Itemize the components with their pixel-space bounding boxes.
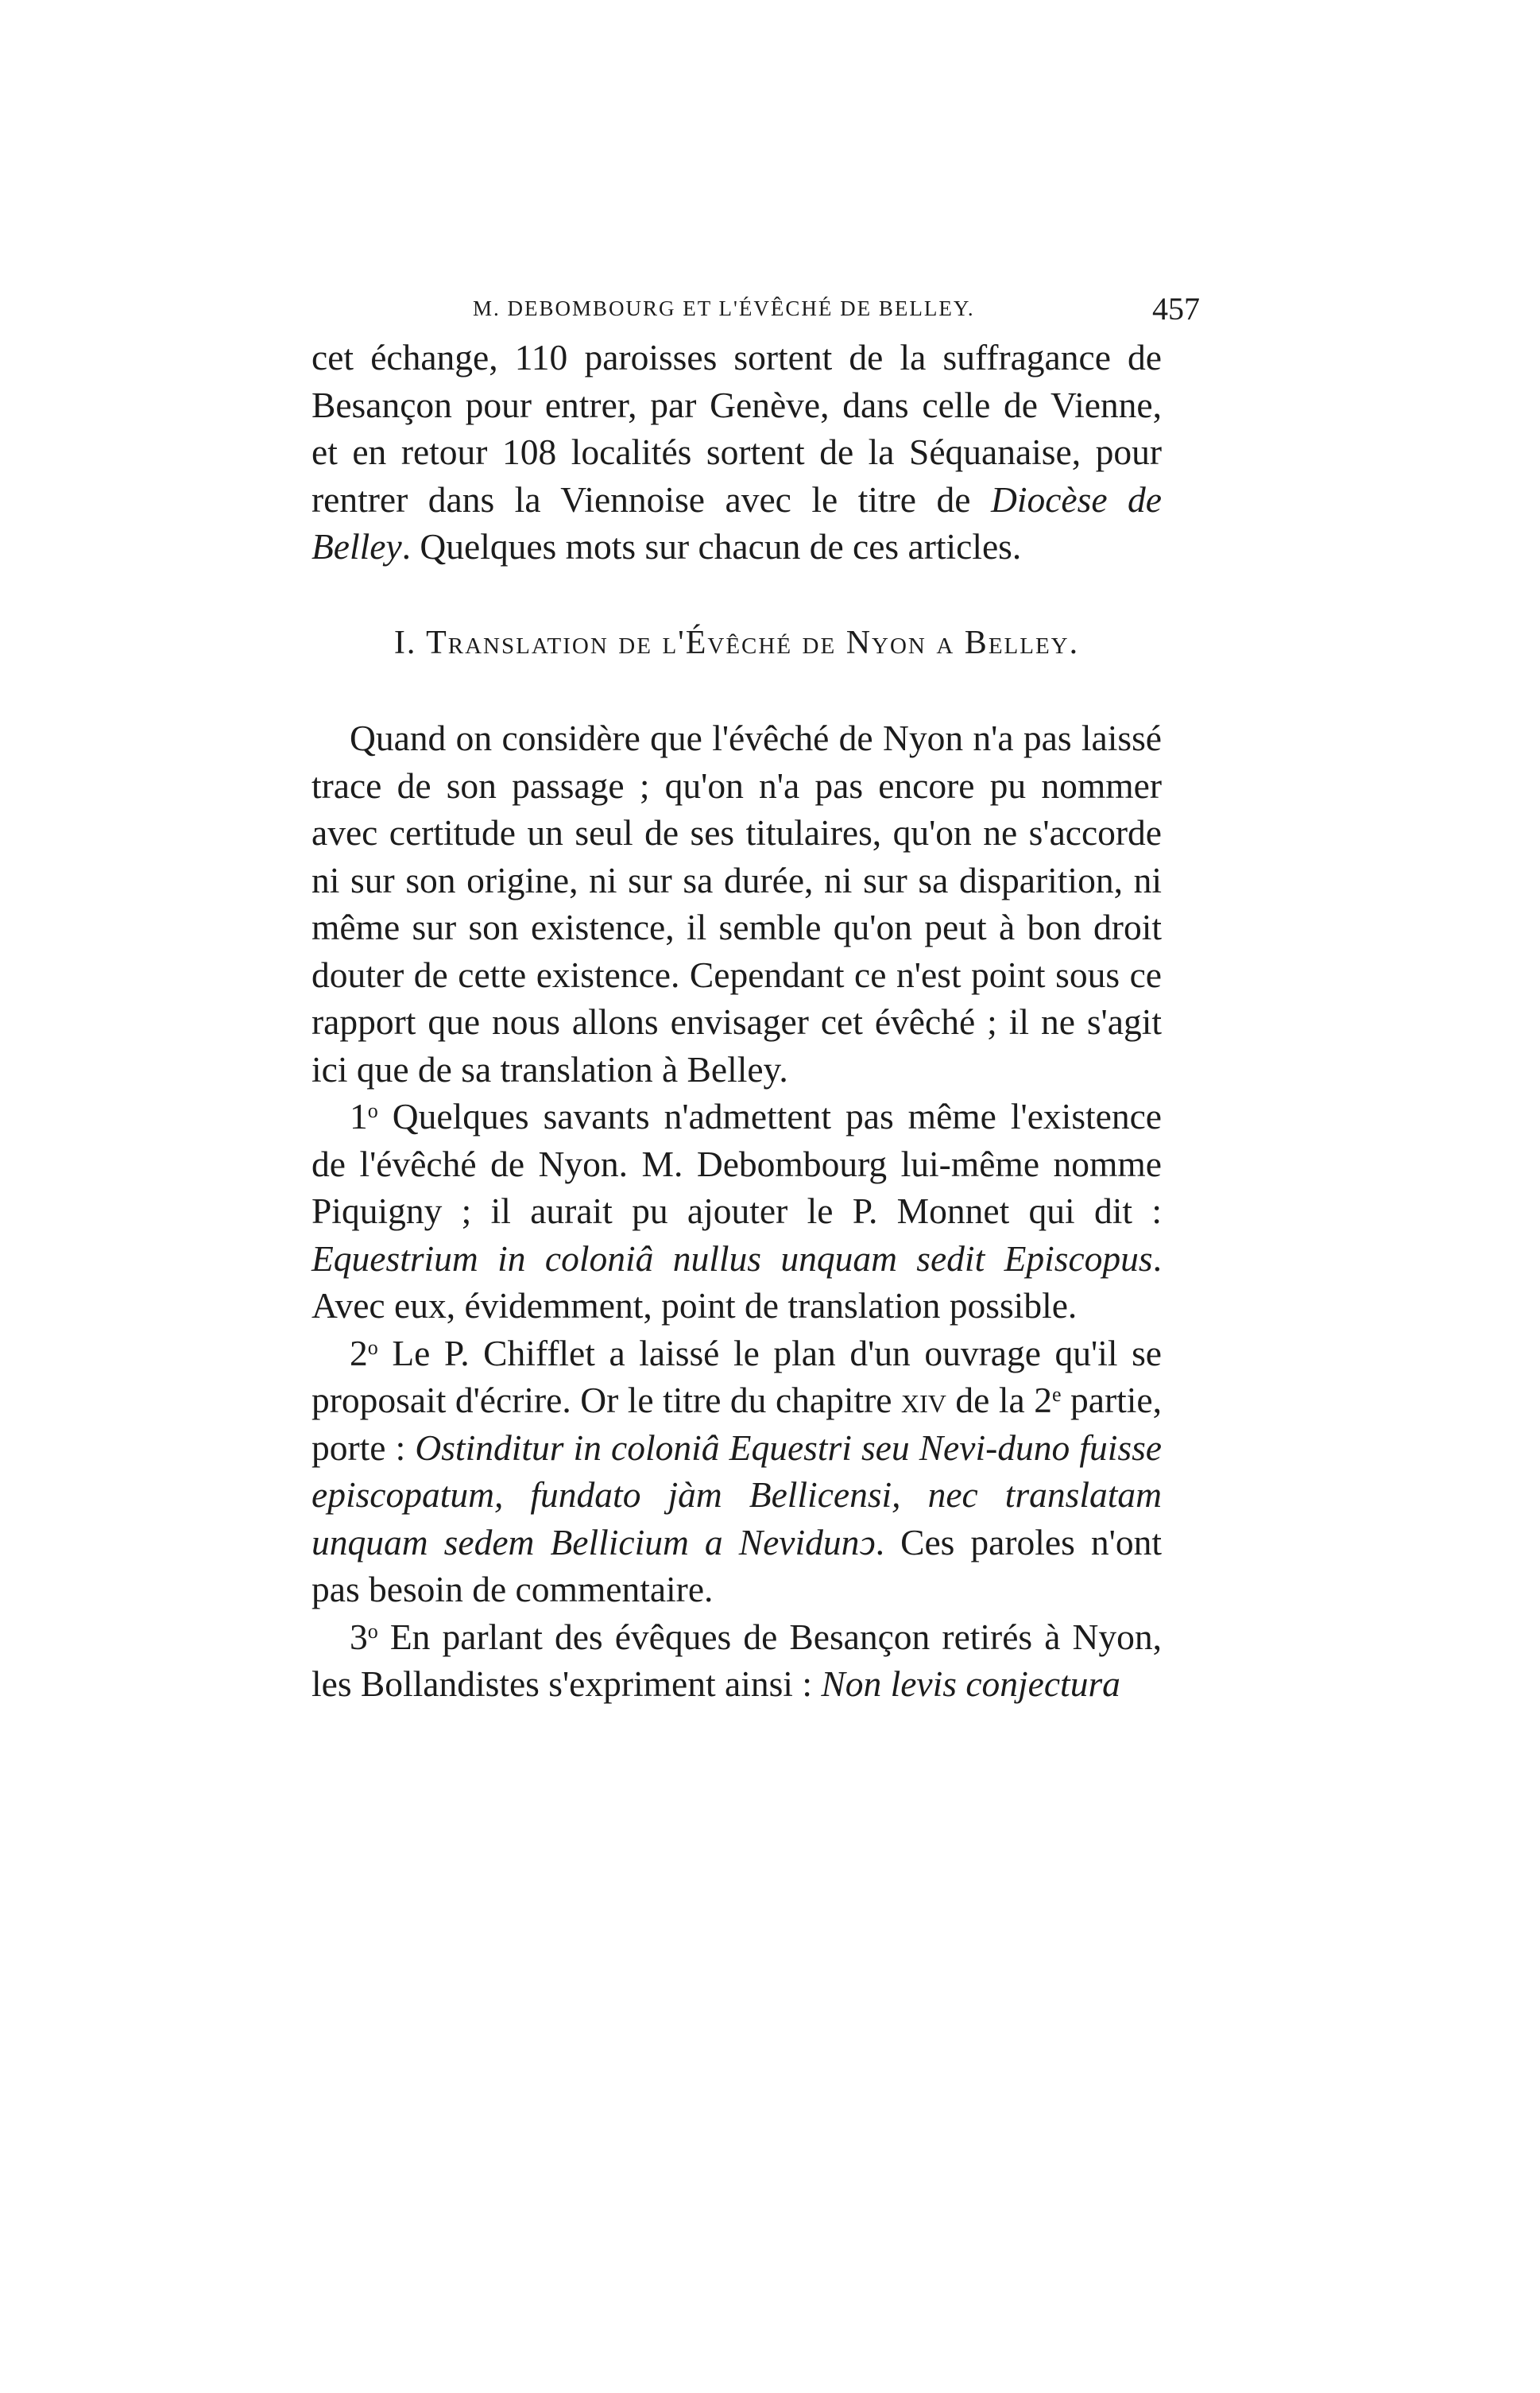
point-1-text-2: . Avec eux, évidemment, point de translation possible. — [311, 1237, 1162, 1326]
point-2-text-3: partie, porte : — [311, 1380, 1163, 1468]
body-text — [311, 334, 1162, 1708]
intro-italic-diocese: Diocèse de Belley — [311, 478, 1162, 567]
point-1-sup: o — [367, 1099, 378, 1122]
point-1-number: 1 — [350, 1096, 368, 1136]
point-3-text-1: En parlant des évêques de Besançon retirés à Nyon, les Bollandistes s'expriment ainsi : — [311, 1616, 1162, 1704]
point-3-italic: Non levis conjectura — [821, 1663, 1120, 1704]
point-2-italic: Ostinditur in coloniâ Equestri seu Nevi-duno fuisse episcopatum, fundato jàm Bellicensi, nec translatam unquam sedem Bellicium a Nevidun — [311, 1427, 1162, 1562]
point-1-text-1: Quelques savants n'admettent pas même l'existence de l'évêché de Nyon. M. Debombourg lui-même nomme Piquigny ; il aurait pu ajouter le P. Monnet qui dit : — [311, 1096, 1162, 1231]
point-3-sup: o — [367, 1619, 378, 1643]
section-title: I. Translation de l'Évêché de Nyon a Belley. — [393, 624, 1080, 661]
point-2-number: 2 — [350, 1332, 368, 1373]
point-1 — [311, 1093, 1162, 1330]
point-1-italic: Equestrium in coloniâ nullus unquam sedit Episcopus — [311, 1237, 1153, 1279]
intro-text-2: . Quelques mots sur chacun de ces articles. — [401, 526, 1022, 567]
point-3 — [311, 1613, 1162, 1708]
paragraph-1: Quand on considère que l'évêché de Nyon n'a pas laissé trace de son passage ; qu'on n'a pas encore pu nommer avec certitude un seul de ses titulaires, qu'on ne s'accorde ni sur son origine, ni sur sa durée, ni sur sa disparition, ni même sur son existence, il semble qu'on peut à bon droit douter de cette existence. Cependant ce n'est point sous ce rapport que nous allons envisager cet évêché ; il ne s'agit ici que de sa translation à Belley. — [311, 718, 1162, 1090]
point-2-sup: o — [367, 1335, 378, 1359]
running-head — [314, 290, 1200, 338]
point-2-sup-2: e — [1051, 1383, 1062, 1406]
intro-text-1: cet échange, 110 paroisses sortent de la suffragance de Besançon pour entrer, par Genève, dans celle de Vienne, et en retour 108 localités sortent de la Séquanaise, pour rentrer dans la Viennoise avec le titre de — [311, 337, 1162, 520]
point-2-garbled: ↄ — [859, 1521, 876, 1562]
running-title: M. DEBOMBOURG ET L'ÉVÊCHÉ DE BELLEY. — [473, 296, 975, 320]
point-3-number: 3 — [350, 1616, 368, 1657]
page-number: 457 — [1152, 291, 1200, 327]
point-2-text-4: . Ces paroles n'ont pas besoin de commentaire. — [311, 1521, 1162, 1609]
point-2-text-2: de la 2 — [946, 1380, 1052, 1420]
point-2-text-1: Le P. Chifflet a laissé le plan d'un ouvrage qu'il se proposait d'écrire. Or le titre du chapitre — [311, 1332, 1162, 1420]
point-2-roman: xiv — [901, 1380, 946, 1420]
point-2 — [311, 1330, 1162, 1613]
intro-paragraph — [311, 334, 1162, 571]
